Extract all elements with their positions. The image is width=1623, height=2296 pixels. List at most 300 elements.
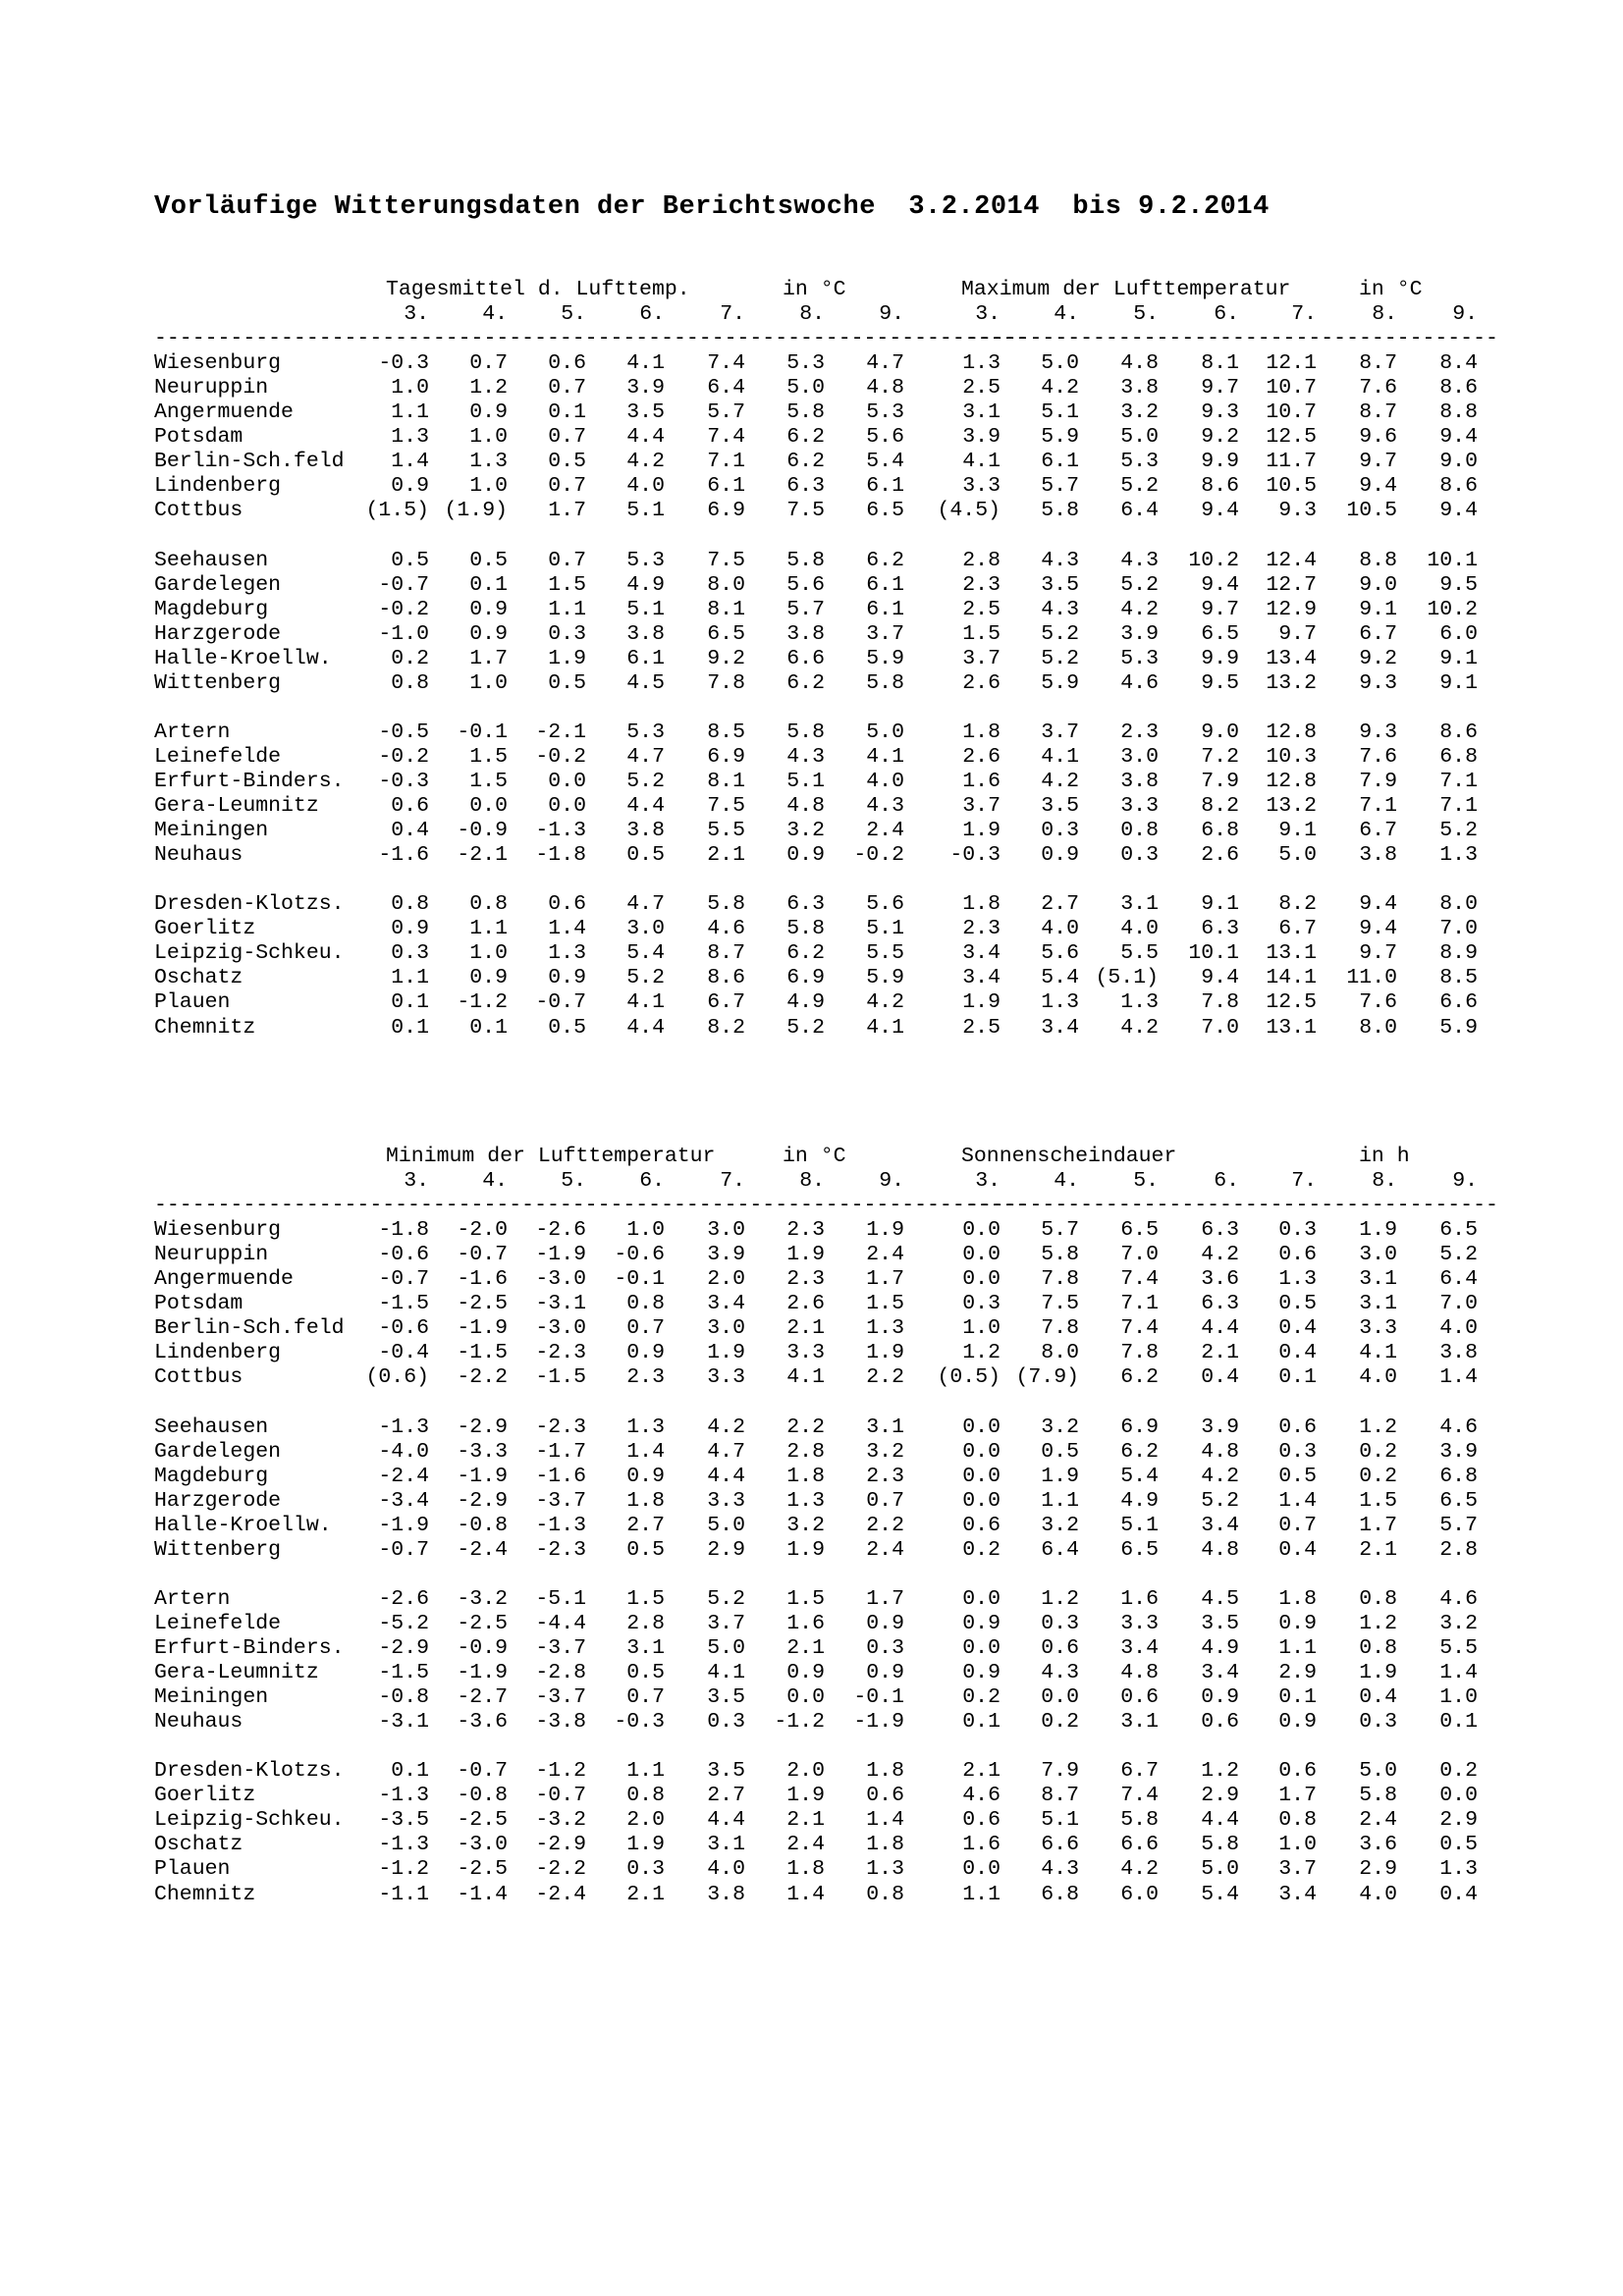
- value-cell: 0.3: [962, 1292, 1001, 1316]
- value-cell: 4.2: [1120, 1857, 1159, 1882]
- value-cell: 4.1: [962, 450, 1001, 474]
- value-cell: 2.3: [626, 1365, 665, 1390]
- value-cell: 0.7: [626, 1685, 665, 1710]
- value-cell: 2.7: [626, 1513, 665, 1537]
- value-cell: 6.3: [1201, 917, 1239, 941]
- value-cell: 0.9: [469, 966, 508, 990]
- value-cell: 0.8: [391, 892, 429, 917]
- value-cell: 6.7: [1359, 819, 1397, 843]
- value-cell: 4.9: [786, 990, 825, 1015]
- value-cell: -0.7: [378, 572, 429, 597]
- station-name: Oschatz: [154, 1833, 243, 1857]
- value-cell: 3.4: [707, 1292, 745, 1316]
- value-cell: 6.5: [1439, 1218, 1478, 1243]
- value-cell: 1.1: [1041, 1488, 1079, 1513]
- value-cell: 5.0: [707, 1636, 745, 1660]
- value-cell: 0.7: [548, 548, 586, 572]
- value-cell: 1.3: [866, 1316, 904, 1341]
- table-row: [0, 794, 1623, 819]
- value-cell: 3.4: [1120, 1636, 1159, 1660]
- value-cell: 6.8: [1041, 1882, 1079, 1906]
- value-cell: 1.0: [1278, 1833, 1317, 1857]
- value-cell: -2.4: [535, 1882, 586, 1906]
- value-cell: 1.9: [707, 1341, 745, 1365]
- value-cell: -2.0: [457, 1218, 508, 1243]
- value-cell: 5.0: [866, 720, 904, 744]
- value-cell: 1.9: [1359, 1661, 1397, 1685]
- value-cell: 5.0: [1041, 351, 1079, 376]
- station-name: Harzgerode: [154, 621, 282, 646]
- station-name: Potsdam: [154, 1292, 243, 1316]
- value-cell: 3.1: [1120, 892, 1159, 917]
- value-cell: 0.2: [1359, 1439, 1397, 1464]
- station-name: Leinefelde: [154, 1611, 282, 1635]
- table-row: [0, 1341, 1623, 1365]
- value-cell: 0.6: [1201, 1710, 1239, 1735]
- value-cell: 5.4: [866, 450, 904, 474]
- value-cell: 3.0: [626, 917, 665, 941]
- station-name: Leinefelde: [154, 744, 282, 769]
- value-cell: 8.7: [707, 941, 745, 966]
- value-cell: 0.4: [391, 819, 429, 843]
- station-name: Wiesenburg: [154, 351, 282, 376]
- value-cell: -3.4: [378, 1488, 429, 1513]
- value-cell: 9.4: [1359, 474, 1397, 499]
- value-cell: 6.2: [786, 670, 825, 695]
- value-cell: 8.0: [1359, 1015, 1397, 1040]
- value-cell: 3.4: [962, 941, 1001, 966]
- value-cell: 2.4: [1359, 1808, 1397, 1833]
- value-cell: -2.6: [378, 1586, 429, 1611]
- value-cell: 9.4: [1359, 917, 1397, 941]
- value-cell: -3.1: [535, 1292, 586, 1316]
- value-cell: -1.5: [378, 1292, 429, 1316]
- value-cell: 1.5: [786, 1586, 825, 1611]
- table-row: [0, 1267, 1623, 1292]
- separator-right: ------------------------------------------: [966, 327, 1498, 351]
- station-name: Lindenberg: [154, 1341, 282, 1365]
- value-cell: -0.1: [457, 720, 508, 744]
- value-cell: 1.8: [866, 1759, 904, 1784]
- value-cell: 6.5: [707, 621, 745, 646]
- value-cell: 5.3: [786, 351, 825, 376]
- value-cell: 12.5: [1266, 990, 1317, 1015]
- value-cell: 9.0: [1439, 450, 1478, 474]
- value-cell: 8.6: [707, 966, 745, 990]
- value-cell: 0.2: [962, 1537, 1001, 1562]
- value-cell: 7.8: [1041, 1267, 1079, 1292]
- value-cell: 2.4: [866, 1537, 904, 1562]
- value-cell: -0.9: [457, 1636, 508, 1660]
- value-cell: 13.1: [1266, 941, 1317, 966]
- value-cell: 3.7: [1041, 720, 1079, 744]
- value-cell: 0.3: [1120, 843, 1159, 868]
- value-cell: 0.7: [548, 376, 586, 400]
- value-cell: 6.8: [1201, 819, 1239, 843]
- value-cell: 0.0: [962, 1857, 1001, 1882]
- value-cell: -3.1: [378, 1710, 429, 1735]
- value-cell: 8.0: [1439, 892, 1478, 917]
- value-cell: 3.5: [707, 1685, 745, 1710]
- value-cell: 3.4: [1201, 1661, 1239, 1685]
- station-name: Neuruppin: [154, 1243, 269, 1267]
- value-cell: 0.7: [1278, 1513, 1317, 1537]
- value-cell: 6.5: [1120, 1537, 1159, 1562]
- value-cell: 2.0: [707, 1267, 745, 1292]
- value-cell: 9.3: [1201, 400, 1239, 425]
- value-cell: 1.8: [786, 1464, 825, 1488]
- value-cell: 5.0: [1278, 843, 1317, 868]
- table-row: [0, 1685, 1623, 1710]
- value-cell: 3.5: [1041, 572, 1079, 597]
- value-cell: 0.8: [1120, 819, 1159, 843]
- value-cell: 0.4: [1278, 1341, 1317, 1365]
- value-cell: 7.1: [1120, 1292, 1159, 1316]
- value-cell: 3.3: [786, 1341, 825, 1365]
- value-cell: 0.0: [548, 794, 586, 819]
- value-cell: 6.6: [1439, 990, 1478, 1015]
- value-cell: 8.5: [707, 720, 745, 744]
- value-cell: 1.0: [962, 1316, 1001, 1341]
- value-cell: 2.6: [962, 744, 1001, 769]
- value-cell: 2.4: [786, 1833, 825, 1857]
- value-cell: 4.9: [626, 572, 665, 597]
- value-cell: 6.5: [1201, 621, 1239, 646]
- value-cell: -3.2: [457, 1586, 508, 1611]
- station-name: Angermuende: [154, 1267, 294, 1292]
- value-cell: 8.2: [1201, 794, 1239, 819]
- value-cell: 0.1: [962, 1710, 1001, 1735]
- station-name: Meiningen: [154, 819, 269, 843]
- value-cell: -3.7: [535, 1685, 586, 1710]
- value-cell: 0.0: [962, 1267, 1001, 1292]
- value-cell: 3.9: [1120, 621, 1159, 646]
- table-row: [0, 745, 1623, 770]
- value-cell: 7.5: [707, 548, 745, 572]
- value-cell: 1.4: [391, 450, 429, 474]
- value-cell: -1.9: [457, 1464, 508, 1488]
- value-cell: 6.6: [786, 646, 825, 670]
- value-cell: 2.4: [866, 1243, 904, 1267]
- value-cell: 0.7: [548, 425, 586, 450]
- value-cell: 4.0: [1041, 917, 1079, 941]
- value-cell: 1.2: [1359, 1611, 1397, 1635]
- station-name: Goerlitz: [154, 1784, 256, 1808]
- table-row: [0, 1465, 1623, 1489]
- value-cell: 8.8: [1359, 548, 1397, 572]
- value-cell: 8.7: [1041, 1784, 1079, 1808]
- value-cell: 2.1: [786, 1636, 825, 1660]
- value-cell: 6.2: [786, 450, 825, 474]
- value-cell: 7.5: [707, 794, 745, 819]
- table-row: [0, 1661, 1623, 1685]
- value-cell: 9.6: [1359, 425, 1397, 450]
- value-cell: 6.2: [866, 548, 904, 572]
- value-cell: 13.2: [1266, 670, 1317, 695]
- value-cell: 2.0: [626, 1808, 665, 1833]
- value-cell: 2.1: [962, 1759, 1001, 1784]
- value-cell: 0.2: [1439, 1759, 1478, 1784]
- table-row: [0, 1710, 1623, 1735]
- value-cell: 0.8: [1278, 1808, 1317, 1833]
- day-label: 9.: [1452, 302, 1478, 327]
- value-cell: 9.3: [1278, 499, 1317, 523]
- value-cell: 1.1: [1278, 1636, 1317, 1660]
- value-cell: -0.1: [853, 1685, 904, 1710]
- value-cell: 5.8: [786, 917, 825, 941]
- value-cell: 0.9: [786, 843, 825, 868]
- value-cell: 1.3: [962, 351, 1001, 376]
- value-cell: 6.8: [1439, 744, 1478, 769]
- value-cell: 1.1: [548, 597, 586, 621]
- value-cell: 5.1: [1120, 1513, 1159, 1537]
- value-cell: 2.9: [707, 1537, 745, 1562]
- table-row: [0, 1883, 1623, 1907]
- value-cell: 4.7: [707, 1439, 745, 1464]
- value-cell: 5.0: [786, 376, 825, 400]
- value-cell: 0.3: [626, 1857, 665, 1882]
- value-cell: 0.9: [469, 597, 508, 621]
- table-row: [0, 671, 1623, 696]
- value-cell: 0.7: [469, 351, 508, 376]
- table-row: [0, 892, 1623, 917]
- day-labels-row: [0, 1169, 1623, 1194]
- value-cell: -0.3: [949, 843, 1001, 868]
- value-cell: -3.2: [535, 1808, 586, 1833]
- value-cell: 7.0: [1201, 1015, 1239, 1040]
- value-cell: -1.2: [378, 1857, 429, 1882]
- value-cell: 0.8: [1359, 1636, 1397, 1660]
- value-cell: -1.5: [535, 1365, 586, 1390]
- value-cell: 5.3: [626, 720, 665, 744]
- station-name: Gera-Leumnitz: [154, 794, 319, 819]
- value-cell: 3.2: [786, 1513, 825, 1537]
- value-cell: 9.9: [1201, 646, 1239, 670]
- value-cell: -2.5: [457, 1611, 508, 1635]
- station-name: Gera-Leumnitz: [154, 1661, 319, 1685]
- station-name: Potsdam: [154, 425, 243, 450]
- value-cell: 5.1: [1041, 400, 1079, 425]
- value-cell: 0.6: [548, 892, 586, 917]
- day-label: 9.: [1452, 1169, 1478, 1194]
- value-cell: 10.1: [1427, 548, 1478, 572]
- value-cell: 9.5: [1201, 670, 1239, 695]
- table-row: [0, 549, 1623, 573]
- value-cell: 6.1: [1041, 450, 1079, 474]
- value-cell: 5.2: [626, 770, 665, 793]
- value-cell: 5.4: [1120, 1464, 1159, 1488]
- value-cell: 1.5: [469, 770, 508, 793]
- value-cell: 4.7: [626, 744, 665, 769]
- value-cell: 1.5: [1359, 1488, 1397, 1513]
- value-cell: 3.8: [786, 621, 825, 646]
- value-cell: 5.8: [1120, 1808, 1159, 1833]
- table-row: [0, 770, 1623, 794]
- value-cell: 5.2: [1041, 621, 1079, 646]
- table-row: [0, 1292, 1623, 1316]
- value-cell: 1.2: [469, 376, 508, 400]
- value-cell: 6.4: [707, 376, 745, 400]
- day-label: 4.: [482, 1169, 508, 1194]
- value-cell: 0.0: [962, 1415, 1001, 1439]
- value-cell: 1.9: [962, 990, 1001, 1015]
- value-cell: 2.7: [1041, 892, 1079, 917]
- left-table-unit: in °C: [783, 1145, 846, 1168]
- table-row: [0, 1808, 1623, 1833]
- value-cell: 4.8: [1120, 351, 1159, 376]
- value-cell: -0.7: [535, 990, 586, 1015]
- value-cell: 5.2: [1439, 1243, 1478, 1267]
- value-cell: 5.4: [626, 941, 665, 966]
- station-name: Chemnitz: [154, 1882, 256, 1906]
- value-cell: 10.7: [1266, 400, 1317, 425]
- value-cell: (1.5): [365, 499, 429, 523]
- value-cell: 9.0: [1201, 720, 1239, 744]
- value-cell: 0.3: [866, 1636, 904, 1660]
- value-cell: 0.4: [1439, 1882, 1478, 1906]
- value-cell: 0.0: [962, 1243, 1001, 1267]
- value-cell: 5.1: [626, 597, 665, 621]
- value-cell: 0.3: [1359, 1710, 1397, 1735]
- station-name: Halle-Kroellw.: [154, 646, 332, 670]
- value-cell: 8.6: [1439, 474, 1478, 499]
- value-cell: 5.5: [1120, 941, 1159, 966]
- value-cell: 12.8: [1266, 720, 1317, 744]
- day-labels-row: [0, 302, 1623, 327]
- value-cell: 4.5: [626, 670, 665, 695]
- value-cell: 6.1: [866, 572, 904, 597]
- table-row: [0, 425, 1623, 450]
- day-label: 3.: [975, 302, 1001, 327]
- value-cell: 3.1: [626, 1636, 665, 1660]
- value-cell: -0.9: [457, 819, 508, 843]
- value-cell: 3.8: [1359, 843, 1397, 868]
- separator-left: ---------------------------------------------------------------------: [154, 327, 1029, 351]
- right-table-unit: in h: [1359, 1145, 1410, 1168]
- value-cell: (0.5): [937, 1365, 1001, 1390]
- value-cell: 0.6: [866, 1784, 904, 1808]
- value-cell: 6.8: [1439, 1464, 1478, 1488]
- value-cell: 9.2: [1201, 425, 1239, 450]
- value-cell: 1.0: [626, 1218, 665, 1243]
- value-cell: -2.2: [535, 1857, 586, 1882]
- value-cell: 3.8: [1120, 376, 1159, 400]
- day-label: 3.: [975, 1169, 1001, 1194]
- value-cell: 5.1: [866, 917, 904, 941]
- value-cell: -2.3: [535, 1341, 586, 1365]
- table-row: [0, 450, 1623, 474]
- value-cell: 5.7: [707, 400, 745, 425]
- value-cell: -2.9: [457, 1415, 508, 1439]
- table-row: [0, 990, 1623, 1015]
- value-cell: 0.6: [1278, 1415, 1317, 1439]
- day-label: 5.: [1133, 1169, 1159, 1194]
- value-cell: -0.6: [378, 1316, 429, 1341]
- station-name: Meiningen: [154, 1685, 269, 1710]
- value-cell: -1.9: [457, 1661, 508, 1685]
- value-cell: 4.3: [1120, 548, 1159, 572]
- value-cell: 0.5: [469, 548, 508, 572]
- value-cell: 1.9: [786, 1243, 825, 1267]
- value-cell: 3.4: [1041, 1015, 1079, 1040]
- value-cell: 0.1: [548, 400, 586, 425]
- day-label: 9.: [879, 1169, 904, 1194]
- table-row: [0, 474, 1623, 499]
- value-cell: 0.6: [1278, 1759, 1317, 1784]
- value-cell: 1.8: [626, 1488, 665, 1513]
- value-cell: 0.4: [1359, 1685, 1397, 1710]
- value-cell: 2.5: [962, 597, 1001, 621]
- value-cell: 9.9: [1201, 450, 1239, 474]
- value-cell: 1.7: [866, 1586, 904, 1611]
- value-cell: 1.8: [866, 1833, 904, 1857]
- value-cell: 5.6: [1041, 941, 1079, 966]
- station-name: Plauen: [154, 1857, 231, 1882]
- value-cell: 2.8: [786, 1439, 825, 1464]
- value-cell: -1.9: [457, 1316, 508, 1341]
- value-cell: 5.8: [1201, 1833, 1239, 1857]
- value-cell: 1.2: [1359, 1415, 1397, 1439]
- value-cell: 8.0: [1041, 1341, 1079, 1365]
- value-cell: 2.8: [626, 1611, 665, 1635]
- value-cell: 1.8: [1278, 1586, 1317, 1611]
- value-cell: 0.9: [1278, 1611, 1317, 1635]
- station-name: Leipzig-Schkeu.: [154, 1808, 345, 1833]
- value-cell: 4.8: [866, 376, 904, 400]
- table-row: [0, 1016, 1623, 1041]
- value-cell: 6.7: [1120, 1759, 1159, 1784]
- right-table-unit: in °C: [1359, 278, 1423, 301]
- value-cell: 6.2: [786, 425, 825, 450]
- value-cell: 7.1: [707, 450, 745, 474]
- value-cell: 0.9: [866, 1611, 904, 1635]
- value-cell: -0.2: [535, 744, 586, 769]
- value-cell: 4.0: [707, 1857, 745, 1882]
- value-cell: 0.5: [626, 1661, 665, 1685]
- value-cell: 4.1: [626, 990, 665, 1015]
- value-cell: 6.5: [1120, 1218, 1159, 1243]
- value-cell: 2.0: [786, 1759, 825, 1784]
- table-row: [0, 1316, 1623, 1341]
- value-cell: 3.9: [962, 425, 1001, 450]
- value-cell: 4.3: [786, 744, 825, 769]
- value-cell: 5.1: [1041, 1808, 1079, 1833]
- value-cell: 5.1: [786, 770, 825, 793]
- value-cell: 10.1: [1188, 941, 1239, 966]
- value-cell: 7.6: [1359, 376, 1397, 400]
- day-label: 4.: [1054, 302, 1079, 327]
- value-cell: 4.0: [1439, 1316, 1478, 1341]
- table-row: [0, 598, 1623, 622]
- value-cell: 2.2: [866, 1513, 904, 1537]
- value-cell: 9.4: [1359, 892, 1397, 917]
- value-cell: 4.6: [1120, 670, 1159, 695]
- station-name: Plauen: [154, 990, 231, 1015]
- value-cell: 0.4: [1278, 1316, 1317, 1341]
- value-cell: -1.8: [378, 1218, 429, 1243]
- value-cell: 8.6: [1439, 376, 1478, 400]
- value-cell: 2.9: [1359, 1857, 1397, 1882]
- value-cell: 7.1: [1439, 794, 1478, 819]
- value-cell: 5.7: [1041, 1218, 1079, 1243]
- station-name: Seehausen: [154, 548, 269, 572]
- value-cell: 11.7: [1266, 450, 1317, 474]
- value-cell: 7.0: [1120, 1243, 1159, 1267]
- value-cell: 3.8: [707, 1882, 745, 1906]
- value-cell: 1.5: [469, 744, 508, 769]
- value-cell: 0.5: [391, 548, 429, 572]
- value-cell: 2.1: [707, 843, 745, 868]
